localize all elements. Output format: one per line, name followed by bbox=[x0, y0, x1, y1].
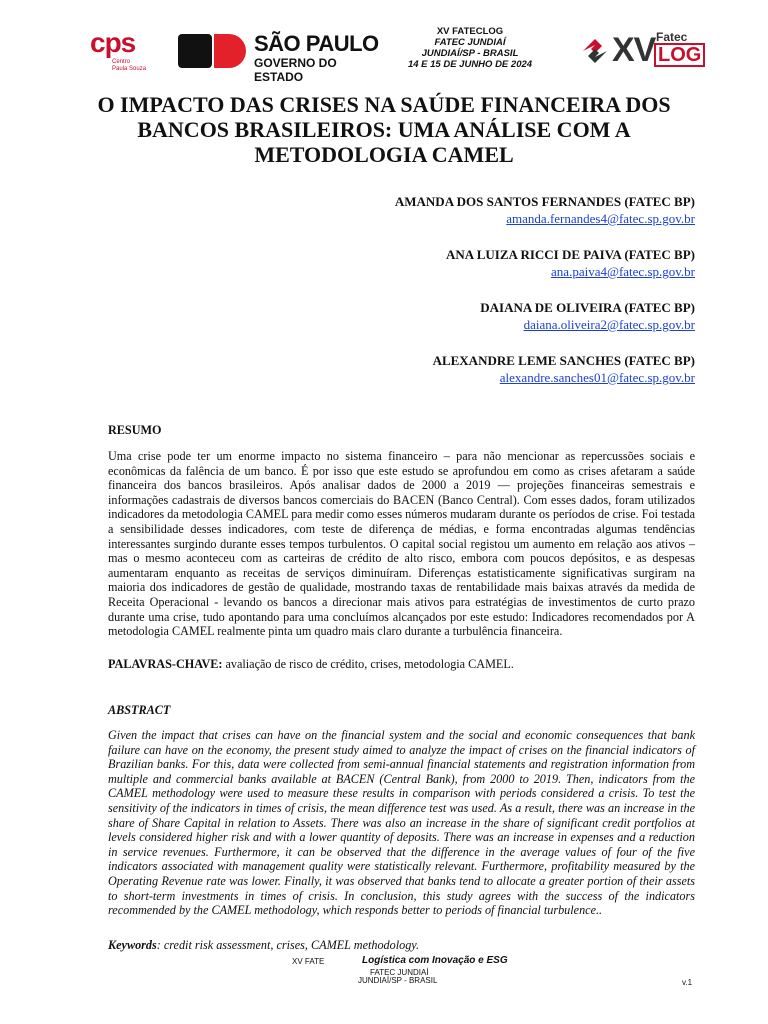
page-header bbox=[0, 22, 768, 82]
sp-logo-title: SÃO PAULO bbox=[254, 31, 379, 56]
author-email-link[interactable]: daiana.oliveira2@fatec.sp.gov.br bbox=[523, 317, 695, 332]
xv-mark: XV bbox=[612, 31, 656, 69]
sp-mark-icon bbox=[178, 34, 246, 68]
resumo-heading: RESUMO bbox=[108, 423, 162, 437]
author-3 bbox=[135, 299, 695, 333]
palavras-chave bbox=[108, 657, 695, 672]
event-date: 14 E 15 DE JUNHO DE 2024 bbox=[407, 59, 533, 70]
author-name: DAIANA DE OLIVEIRA (FATEC BP) bbox=[480, 300, 695, 315]
author-2 bbox=[135, 246, 695, 280]
event-venue: FATEC JUNDIAÍ bbox=[434, 37, 506, 48]
author-name: ALEXANDRE LEME SANCHES (FATEC BP) bbox=[432, 353, 695, 368]
keywords-en-text: : credit risk assessment, crises, CAMEL methodology. bbox=[156, 938, 420, 952]
sao-paulo-government-logo bbox=[178, 31, 388, 84]
footer-event: XV FATE bbox=[292, 957, 325, 966]
keywords-label: PALAVRAS-CHAVE: bbox=[108, 657, 223, 671]
abstract-heading: ABSTRACT bbox=[108, 703, 171, 717]
author-name: AMANDA DOS SANTOS FERNANDES (FATEC BP) bbox=[394, 194, 695, 209]
abstract-text: Given the impact that crises can have on the financial system and the social and economic consequences that bank failure can have on the economy, the present study aimed to analyze the impact of crises on the financial indicators of Brazilian banks. For this, data were collected from semi-annual financial statements and registration information from multiple and commercial banks available at BACEN (Central Bank), from 2000 to 2019. Then, indicators from the CAMEL methodology were used to measure these results in comparison with periods considered a crisis. To test the sensitivity of the indicators in times of crisis, the mean difference test was used. As a result, there was an increase in the share of Share Capital in relation to Assets. There was also an increase in the share of significant credit portfolios at levels considered higher risk and with a lower quantity of deposits. There was an increase in expenses and a reduction in service revenues. Furthermore, it can be observed that the difference in the average values of four of the five indicators associated with management quality were statistically relevant. Furthermore, profitability measured by the Operating Revenue rate was lower. Finally, it was observed that banks tend to allocate a greater portion of their assets to short-term investments in times of crisis. In conclusion, this study agrees with the success of the indicators recommended by the CAMEL methodology, which responds better to periods of financial turbulence.. bbox=[108, 728, 695, 918]
keywords-text: avaliação de risco de crédito, crises, metodologia CAMEL. bbox=[222, 657, 514, 671]
xv-fateclog-logo bbox=[578, 28, 702, 74]
log-word: LOG bbox=[654, 43, 705, 67]
keywords-en-label: Keywords bbox=[108, 938, 157, 952]
paper-title: O IMPACTO DAS CRISES NA SAÚDE FINANCEIRA DOS BANCOS BRASILEIROS: UMA ANÁLISE COM A METODOLOGIA CAMEL bbox=[97, 92, 671, 167]
footer-city: JUNDIAÍ/SP - BRASIL bbox=[358, 976, 438, 985]
fateclog-arrow-icon bbox=[580, 36, 610, 66]
event-city: JUNDIAÍ/SP - BRASIL bbox=[421, 48, 519, 59]
author-1 bbox=[135, 193, 695, 227]
cps-logo-subtitle: Centro Paula Souza bbox=[112, 59, 147, 72]
resumo-text: Uma crise pode ter um enorme impacto no sistema financeiro – para não mencionar as repercussões sociais e econômicas da falência de um banco. É por isso que este estudo se aprofundou em como as crises afetaram a saúde financeira dos bancos brasileiros. Após analisar dados de 2000 a 2019 — projeções financeiras semestrais e informações cadastrais de diversos bancos comerciais do BACEN (Banco Central). Com esses dados, foram utilizados indicadores da metodologia CAMEL para medir como esses números mudaram durante os períodos de crise. Foi testada a sensibilidade desses indicadores, com teste de diferença de médias, e forma encontradas algumas tendências interessantes surgindo durante esses tempos turbulentos. O capital social registou um aumento em relação aos ativos – mas o mesmo aconteceu com as carteiras de crédito de alto risco, embora com poucos depósitos, e as despesas aumentaram enquanto as receitas de serviços diminuíram. Diferenças estatisticamente significativas surgiram na maioria dos indicadores de gestão de qualidade, mostrando taxas de rentabilidade mais baixas através da medida de Receita Operacional - levando os bancos a direcionar mais ativos para estratégias de investimentos de curto prazo durante uma crise, tudo apontando para uma concluímos alcançados por este estudo: Indicadores recomendados por A metodologia CAMEL realmente pinta um quadro mais claro durante a turbulência financeira. bbox=[108, 449, 695, 639]
footer-version: v.1 bbox=[682, 978, 693, 987]
keywords-english bbox=[108, 938, 695, 953]
fatec-word: Fatec bbox=[656, 30, 688, 44]
cps-logo bbox=[90, 28, 152, 74]
author-email-link[interactable]: ana.paiva4@fatec.sp.gov.br bbox=[551, 264, 695, 279]
cps-logo-text: cps bbox=[90, 27, 136, 58]
event-name: XV FATECLOG bbox=[436, 26, 504, 37]
footer-venue: FATEC JUNDIAÍ bbox=[370, 968, 429, 977]
footer-slogan: Logística com Inovação e ESG bbox=[362, 955, 508, 966]
event-info bbox=[400, 26, 540, 70]
author-email-link[interactable]: alexandre.sanches01@fatec.sp.gov.br bbox=[499, 370, 695, 385]
author-4 bbox=[135, 352, 695, 386]
author-email-link[interactable]: amanda.fernandes4@fatec.sp.gov.br bbox=[506, 211, 695, 226]
sp-logo-subtitle: GOVERNO DO ESTADO bbox=[254, 56, 337, 84]
page-footer bbox=[0, 957, 768, 997]
author-name: ANA LUIZA RICCI DE PAIVA (FATEC BP) bbox=[446, 247, 695, 262]
author-list bbox=[135, 193, 695, 405]
